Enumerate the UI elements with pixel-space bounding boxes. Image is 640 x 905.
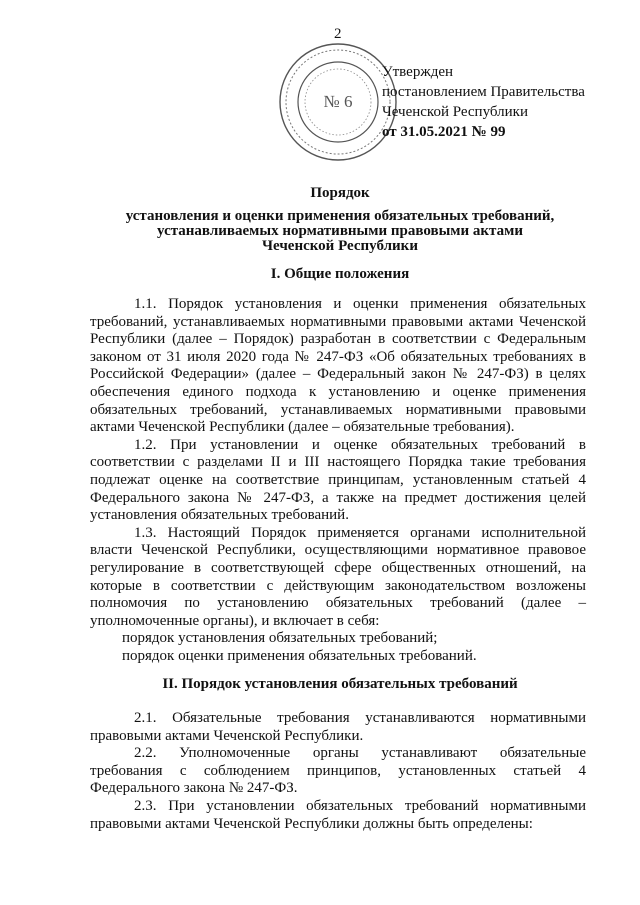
title-line: установления и оценки применения обязательных требований, [125,208,555,224]
approval-line: постановлением Правительства [382,84,585,100]
paragraph: 2.3. При установлении обязательных требований нормативными правовыми актами Чеченской Республики должны быть определены: [90,797,586,832]
paragraph: 1.2. При установлении и оценке обязательных требований в соответствии с разделами II и III настоящего Порядка такие требования подлежат оценке на соответствие принципам, установленным статьей 4 Федерального закона № 247-ФЗ, а также на предмет достижения целей установления обязательных требований. [90,436,586,524]
list-item: порядок установления обязательных требований; [122,630,438,647]
title-line: Чеченской Республики [262,238,418,254]
title-line: устанавливаемых нормативными правовыми актами [157,223,523,239]
section-heading-2: II. Порядок установления обязательных требований [162,676,518,692]
paragraph: 2.1. Обязательные требования устанавливаются нормативными правовыми актами Чеченской Республики. [90,710,586,744]
section-heading-1: I. Общие положения [270,266,410,282]
title-line: Порядок [310,185,370,201]
document-title [90,186,590,254]
paragraph: 1.3. Настоящий Порядок применяется органами исполнительной власти Чеченской Республики, осуществляющими нормативное правовое регулирование в соответствующей сфере общественных отношений, на которые в соответствии с действующим законодательством возложены полномочия по установлению обязательных требований (далее – уполномоченные органы), и включает в себя: [90,524,586,629]
stamp-number: № 6 [323,92,353,111]
approval-line: Утвержден [382,64,454,80]
section-body-1 [90,296,586,665]
approval-date-number: от 31.05.2021 № 99 [382,124,506,140]
approval-block [382,62,585,142]
paragraph: 1.1. Порядок установления и оценки применения обязательных требований, устанавливаемых нормативными правовыми актами Чеченской Республики (далее – Порядок) разработан в соответствии с Федеральным законом от 31 июля 2020 года № 247-ФЗ «Об обязательных требованиях в Российской Федерации» (далее – Федеральный закон № 247-ФЗ) в целях обеспечения единого подхода к установлению и оценке применения обязательных требований, устанавливаемых нормативными правовыми актами Чеченской Республики (далее – обязательные требования). [90,296,586,436]
approval-line: Чеченской Республики [382,104,528,120]
paragraph: 2.2. Уполномоченные органы устанавливают обязательные требования с соблюдением принципов, установленных статьей 4 Федерального закона № 247-ФЗ. [90,745,586,797]
list-item: порядок оценки применения обязательных требований. [122,647,477,664]
page-number: 2 [334,26,342,42]
section-body-2 [90,710,586,833]
